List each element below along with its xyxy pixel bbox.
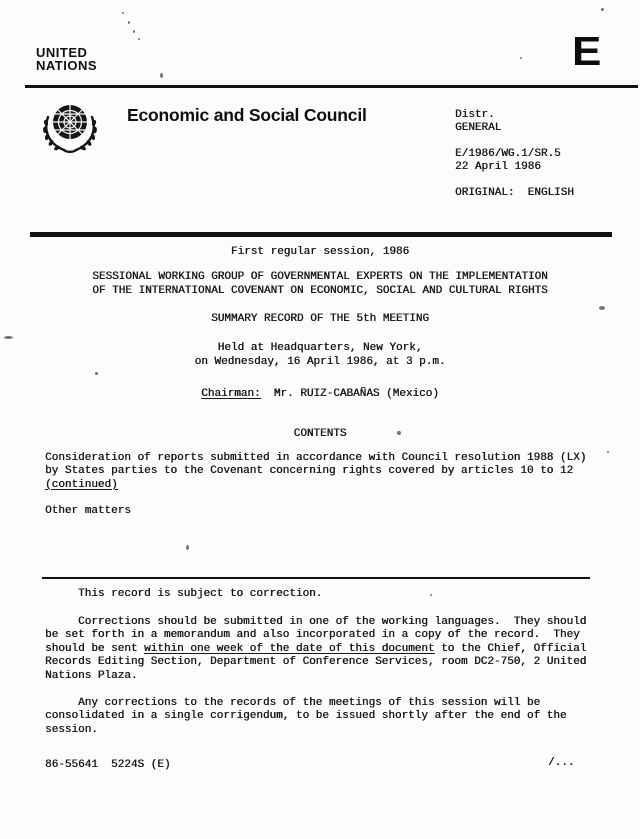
contents-item-1 (45, 452, 586, 492)
distr-type: GENERAL (455, 122, 502, 134)
scan-speck (520, 57, 522, 59)
note2-line3-pre: should be sent (45, 642, 145, 655)
un-name-line1: UNITED (36, 45, 88, 60)
document-number: 86-55641 5224S (E) (45, 759, 171, 771)
footnote-rule (42, 577, 590, 579)
record-title: SUMMARY RECORD OF THE 5th MEETING (211, 313, 429, 325)
note2-line3-deadline: within one week of the date of this document (144, 642, 435, 655)
scan-speck (138, 38, 140, 40)
contents-item1-line2: by States parties to the Covenant concerning rights covered by articles 10 to 12 (45, 465, 574, 478)
header-rule (25, 85, 638, 88)
note3-line3: session. (45, 723, 98, 736)
distr-label: Distr. (455, 109, 495, 121)
note2-line4: Records Editing Section, Department of Conference Services, room DC2-750, 2 United (45, 656, 587, 669)
note2-line3 (45, 643, 586, 656)
correction-note-1: This record is subject to correction. (45, 588, 323, 600)
chairman-name: Mr. RUIZ-CABAÑAS (Mexico) (260, 388, 439, 400)
session-title: First regular session, 1986 (230, 246, 410, 258)
venue-line1: Held at Headquarters, New York, (217, 342, 423, 354)
correction-note-3 (45, 697, 567, 737)
venue-line2: on Wednesday, 16 April 1986, at 3 p.m. (194, 356, 446, 368)
doc-date: 22 April 1986 (455, 161, 541, 173)
scan-speck (601, 8, 604, 11)
section-rule (30, 232, 612, 237)
note2-line5: Nations Plaza. (45, 669, 138, 682)
scan-speck (607, 451, 609, 453)
scan-speck (122, 12, 124, 14)
note2-line2: be set forth in a memorandum and also incorporated in a copy of the record. They (45, 629, 580, 642)
scan-speck (186, 545, 189, 550)
scan-speck (4, 336, 13, 339)
scan-speck (599, 306, 605, 310)
note3-line2: consolidated in a single corrigendum, to be issued shortly after the end of the (45, 710, 567, 723)
contents-item-2: Other matters (45, 505, 131, 517)
scan-speck (133, 30, 135, 33)
document-series-letter: E (572, 29, 602, 75)
un-name-line2: NATIONS (36, 58, 98, 73)
working-group-line2: OF THE INTERNATIONAL COVENANT ON ECONOMIC, SOCIAL AND CULTURAL RIGHTS (92, 285, 548, 297)
correction-note-2 (45, 616, 586, 683)
organ-title: Economic and Social Council (127, 105, 367, 125)
scan-speck (430, 594, 432, 596)
working-group-line1: SESSIONAL WORKING GROUP OF GOVERNMENTAL EXPERTS ON THE IMPLEMENTATION (92, 271, 548, 283)
scan-speck (95, 372, 98, 375)
scan-speck (397, 431, 401, 435)
note2-line1: Corrections should be submitted in one of the working languages. They should (45, 616, 587, 628)
contents-item1-line1: Consideration of reports submitted in accordance with Council resolution 1988 (LX) (45, 452, 587, 464)
page-continuation-marker: /... (548, 757, 575, 769)
scan-speck (160, 73, 163, 78)
doc-symbol: E/1986/WG.1/SR.5 (455, 148, 561, 160)
un-emblem-icon (38, 97, 102, 159)
scan-speck (128, 21, 130, 24)
contents-heading: CONTENTS (293, 428, 347, 440)
chairman-line (0, 388, 640, 400)
note3-line1: Any corrections to the records of the meetings of this session will be (45, 697, 541, 709)
un-globe-wreath-icon (38, 97, 102, 159)
contents-item1-continued: (continued) (45, 478, 118, 491)
note2-line3-post: to the Chief, Official (434, 642, 587, 655)
un-masthead (36, 46, 97, 72)
chairman-label: Chairman: (201, 388, 261, 400)
original-language: ORIGINAL: ENGLISH (455, 187, 574, 199)
